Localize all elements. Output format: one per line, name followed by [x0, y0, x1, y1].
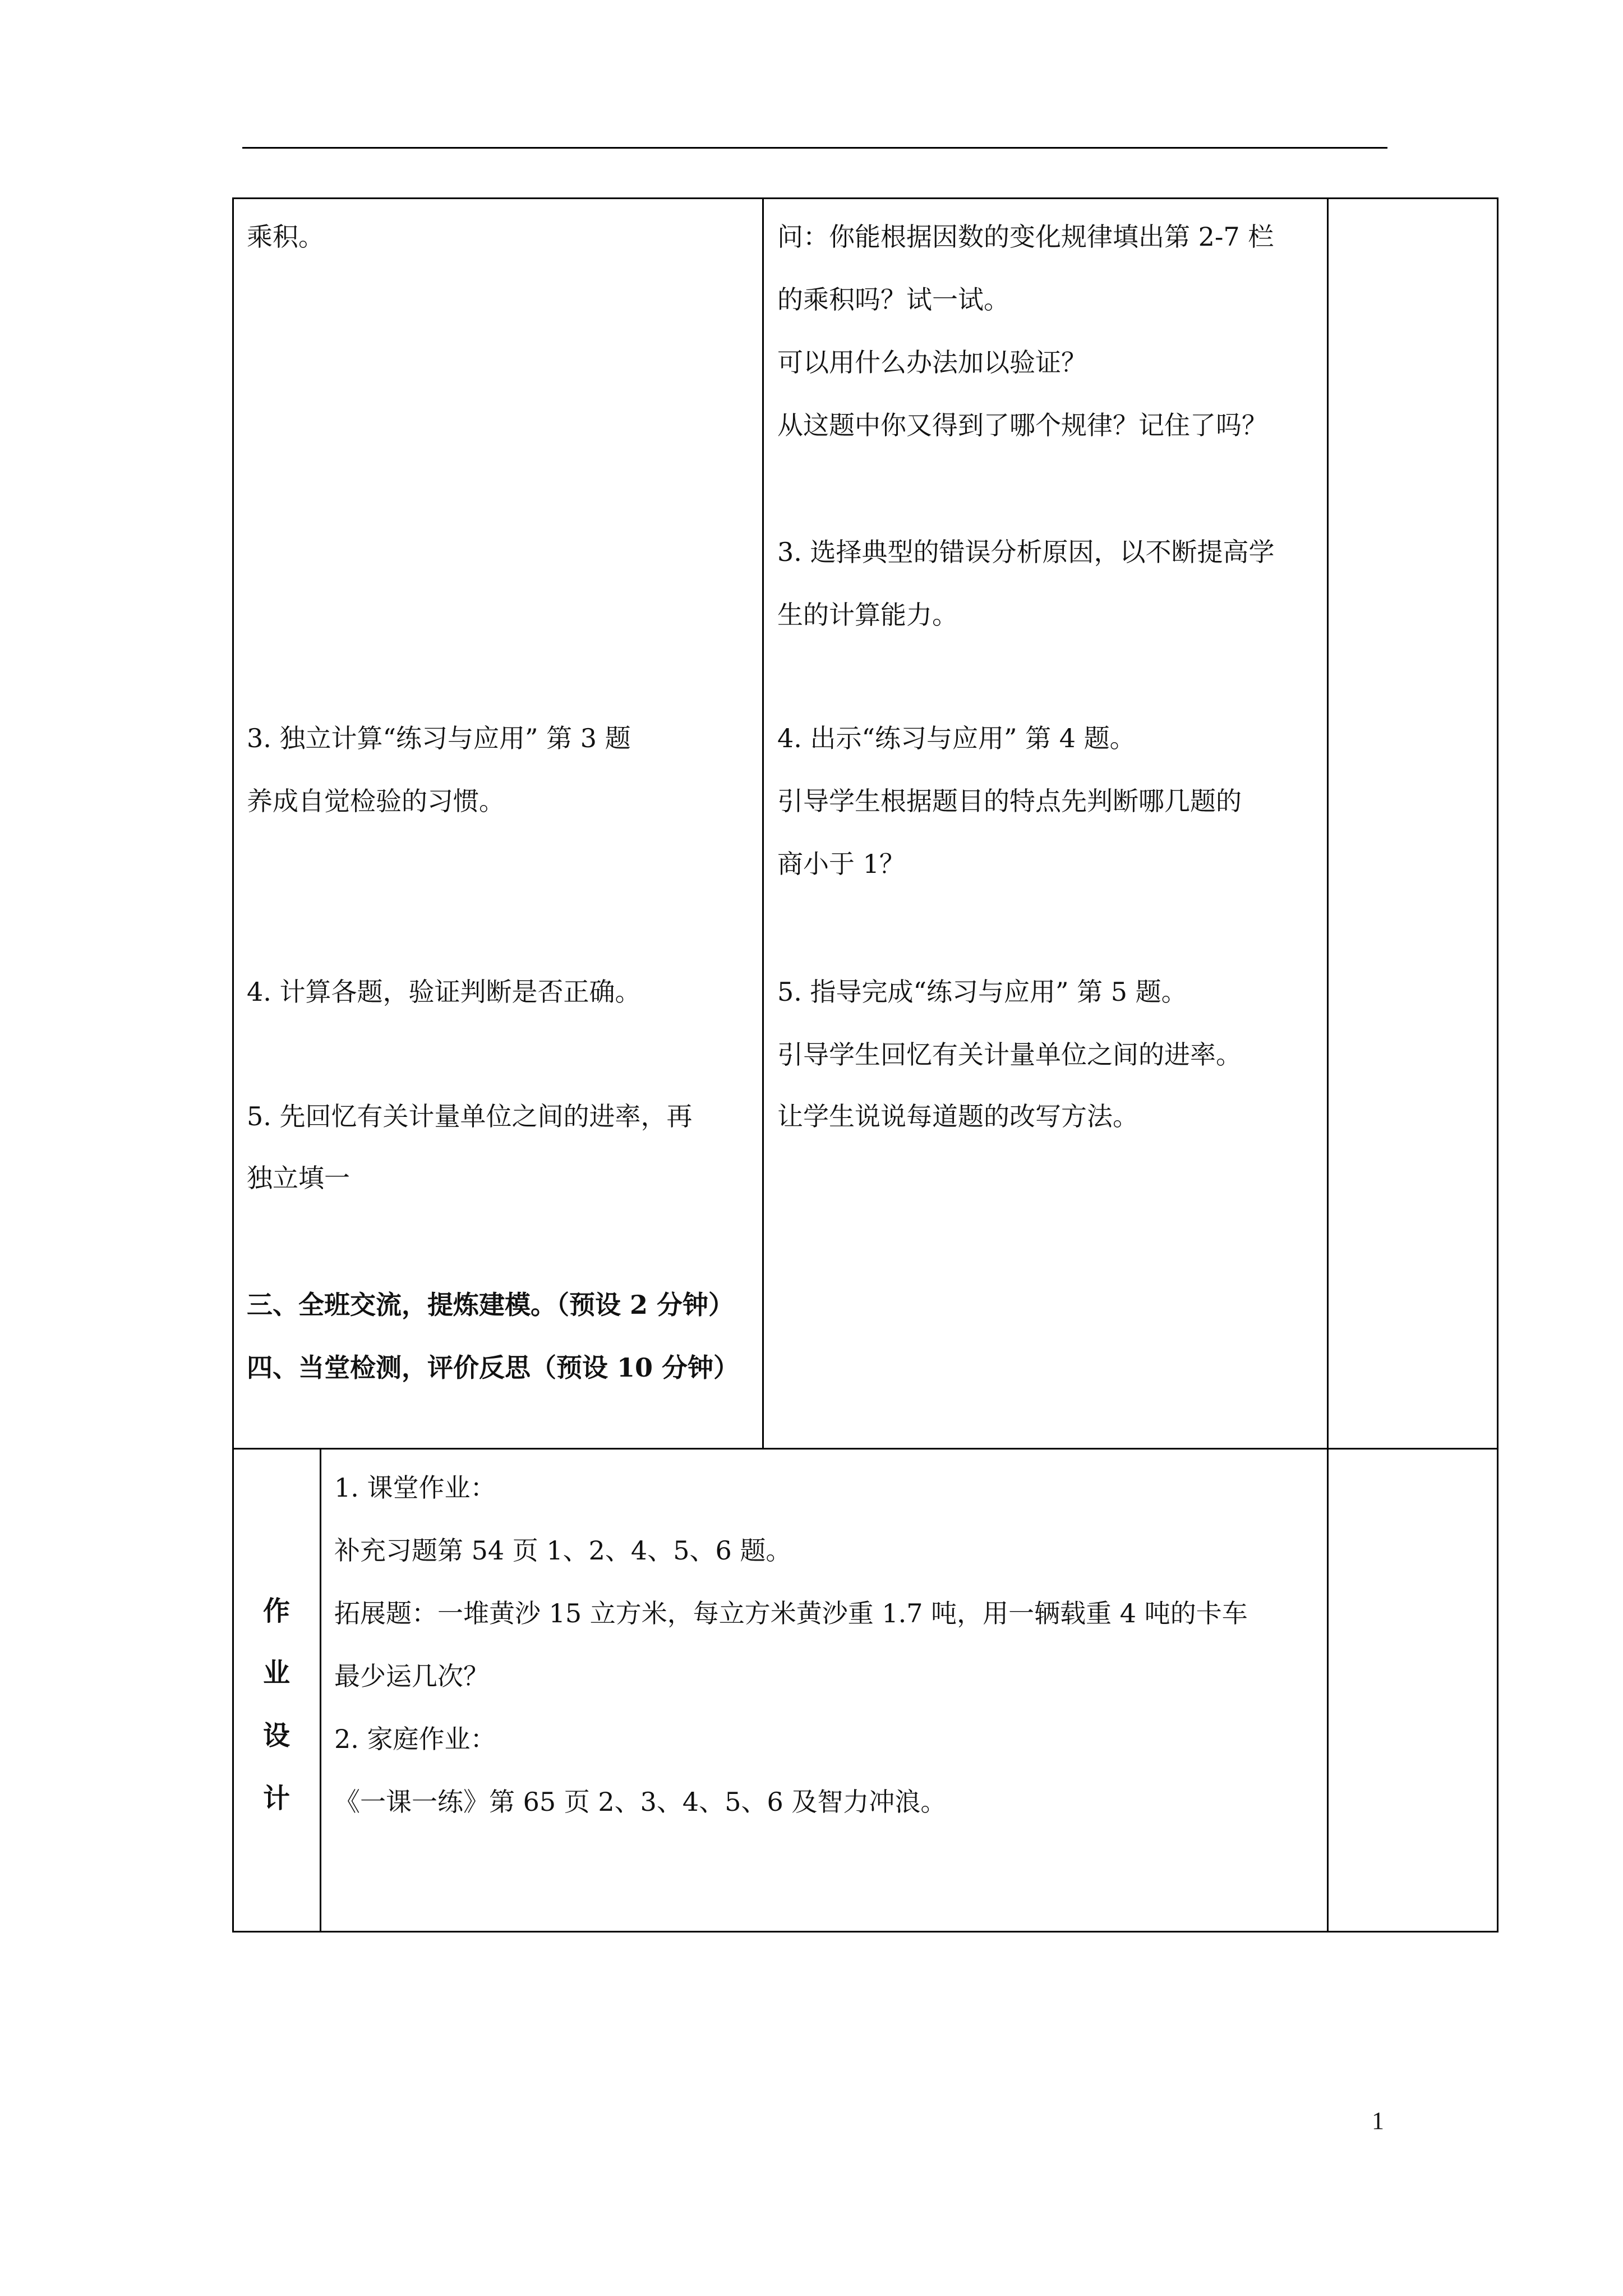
teacher-line: 生的计算能力。 [777, 600, 958, 630]
header-rule [242, 147, 1387, 149]
homework-label-cell [232, 1448, 321, 1932]
homework-notes-cell [1327, 1448, 1498, 1932]
homework-label-char: 计 [262, 1783, 290, 1814]
teacher-line: 从这题中你又得到了哪个规律？记住了吗？ [777, 410, 1267, 440]
homework-label-char: 设 [262, 1720, 290, 1751]
student-line: 4. 计算各题，验证判断是否正确。 [247, 977, 641, 1007]
section-heading: 三、全班交流，提炼建模。（预设 2 分钟） [247, 1290, 735, 1320]
homework-label-char: 业 [262, 1657, 290, 1688]
homework-line: 最少运几次？ [334, 1661, 489, 1691]
teacher-activity-cell [762, 197, 1329, 1450]
teacher-line: 的乘积吗？试一试。 [777, 284, 1009, 315]
student-line: 3. 独立计算“练习与应用” 第 3 题 [247, 723, 631, 753]
homework-line: 补充习题第 54 页 1、2、4、5、6 题。 [334, 1535, 792, 1566]
teacher-line: 引导学生根据题目的特点先判断哪几题的 [777, 786, 1242, 816]
student-line: 独立填一 [247, 1163, 350, 1193]
teacher-line: 可以用什么办法加以验证？ [777, 347, 1087, 378]
homework-line: 1. 课堂作业： [334, 1473, 496, 1503]
teacher-line: 引导学生回忆有关计量单位之间的进率。 [777, 1039, 1242, 1070]
student-line: 5. 先回忆有关计量单位之间的进率，再 [247, 1101, 693, 1131]
student-line: 养成自觉检验的习惯。 [247, 786, 505, 816]
teacher-line: 4. 出示“练习与应用” 第 4 题。 [777, 723, 1136, 753]
teacher-line: 5. 指导完成“练习与应用” 第 5 题。 [777, 977, 1187, 1007]
student-activity-cell [232, 197, 764, 1450]
section-heading: 四、当堂检测，评价反思（预设 10 分钟） [247, 1352, 740, 1383]
teacher-line: 问：你能根据因数的变化规律填出第 2-7 栏 [777, 222, 1274, 252]
page-number: 1 [1372, 2107, 1384, 2134]
homework-line: 2. 家庭作业： [334, 1724, 496, 1754]
notes-cell [1327, 197, 1498, 1450]
homework-line: 拓展题：一堆黄沙 15 立方米，每立方米黄沙重 1.7 吨，用一辆载重 4 吨的卡车 [334, 1598, 1248, 1628]
student-line: 乘积。 [247, 222, 324, 252]
teacher-line: 3. 选择典型的错误分析原因，以不断提高学 [777, 537, 1275, 567]
teacher-line: 商小于 1？ [777, 849, 905, 879]
homework-line: 《一课一练》第 65 页 2、3、4、5、6 及智力冲浪。 [334, 1787, 947, 1817]
teacher-line: 让学生说说每道题的改写方法。 [777, 1101, 1138, 1131]
homework-label-char: 作 [262, 1595, 290, 1627]
